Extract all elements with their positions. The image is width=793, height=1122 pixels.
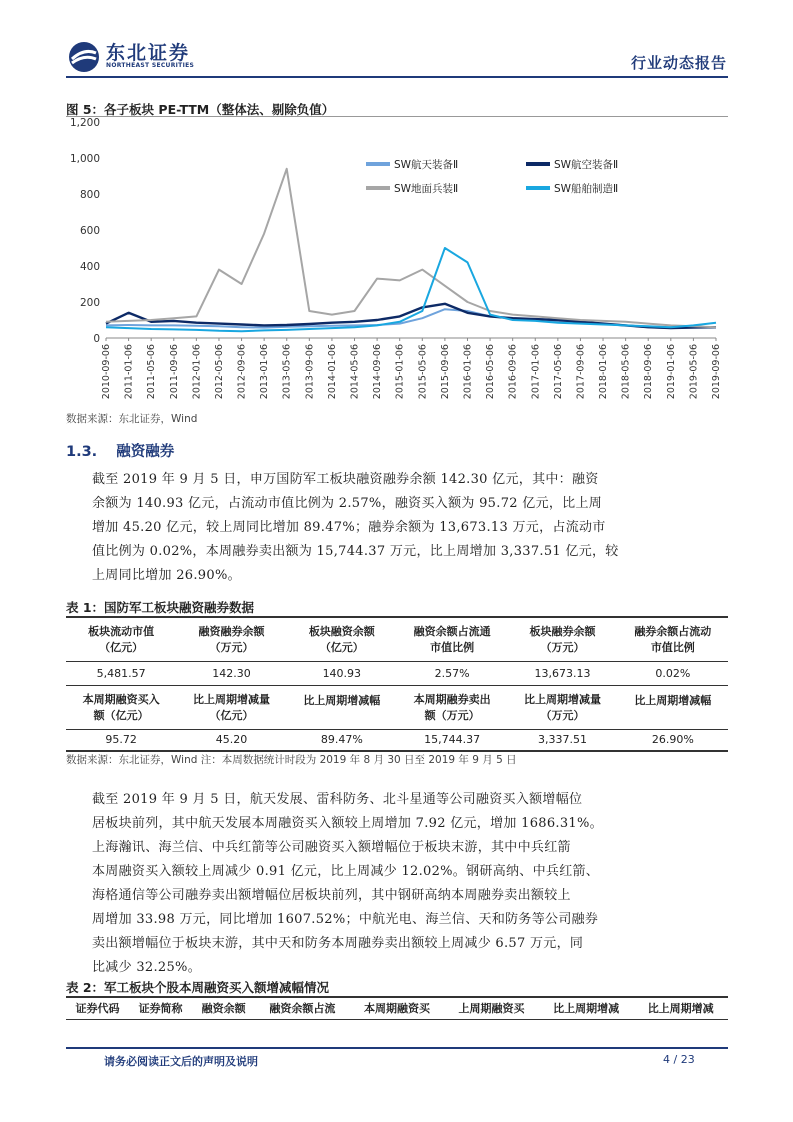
table2-caption: 表 2：军工板块个股本周融资买入额增减幅情况 bbox=[66, 980, 330, 995]
table-header-cell: 板块融券余额 （万元） bbox=[529, 625, 596, 655]
table1-header-row bbox=[66, 617, 728, 661]
y-tick-label: 1,000 bbox=[69, 153, 100, 165]
y-tick-label: 800 bbox=[79, 189, 100, 201]
para-line: 周增加 33.98 万元，同比增加 1607.52%；中航光电、海兰信、天和防务等公司融券 bbox=[92, 912, 599, 927]
x-tick-label: 2016-01-06 bbox=[462, 344, 474, 400]
table-header-cell: 融资余额 bbox=[201, 1002, 246, 1016]
table-header-cell: 融资余额占流通 市值比例 bbox=[413, 625, 491, 655]
table-cell: 3,337.51 bbox=[537, 733, 587, 747]
x-tick-label: 2011-01-06 bbox=[123, 344, 135, 400]
section-title: 融资融券 bbox=[116, 444, 175, 460]
table-header-cell: 比上周期增减量 （亿元） bbox=[192, 693, 270, 722]
x-tick-label: 2011-05-06 bbox=[146, 344, 158, 400]
x-tick-label: 2015-09-06 bbox=[439, 344, 451, 400]
x-tick-label: 2018-01-06 bbox=[598, 344, 610, 400]
table1-header-row bbox=[66, 685, 728, 729]
table-header-cell: 板块融资余额 （亿元） bbox=[308, 625, 375, 655]
para-line: 增加 45.20 亿元，较上周同比增加 89.47%；融券余额为 13,673.13 万元，占流动市 bbox=[92, 520, 606, 535]
x-tick-label: 2013-09-06 bbox=[304, 344, 316, 400]
x-tick-label: 2013-05-06 bbox=[281, 344, 293, 400]
para-line: 截至 2019 年 9 月 5 日，申万国防军工板块融资融券余额 142.30 亿元，其中：融资 bbox=[92, 472, 599, 487]
table-cell: 45.20 bbox=[215, 733, 248, 747]
y-tick-label: 600 bbox=[79, 225, 100, 237]
table2-header-row bbox=[66, 997, 728, 1019]
report-type: 行业动态报告 bbox=[630, 54, 727, 72]
y-tick-label: 200 bbox=[79, 297, 100, 309]
x-tick-label: 2012-09-06 bbox=[236, 344, 248, 400]
x-tick-label: 2012-01-06 bbox=[191, 344, 203, 400]
table-header-cell: 融资余额占流 bbox=[269, 1002, 336, 1016]
table-cell: 13,673.13 bbox=[534, 666, 591, 680]
x-tick-label: 2019-01-06 bbox=[665, 344, 677, 400]
footer-divider bbox=[66, 1047, 728, 1049]
pe-ttm-chart bbox=[66, 116, 728, 408]
para-line: 上周同比增加 26.90%。 bbox=[92, 568, 241, 583]
x-tick-label: 2017-09-06 bbox=[575, 344, 587, 400]
para-line: 本周融资买入额较上周减少 0.91 亿元，比上周减少 12.02%。钢研高纳、中兵红箭、 bbox=[92, 864, 600, 879]
table-header-cell: 本周期融券卖出 额（万元） bbox=[413, 693, 491, 722]
figure-caption: 图 5：各子板块 PE-TTM（整体法、剔除负值） bbox=[66, 102, 335, 117]
y-tick-label: 400 bbox=[79, 261, 100, 273]
table-cell: 2.57% bbox=[434, 666, 470, 680]
table-header-cell: 证券代码 bbox=[75, 1002, 120, 1016]
x-tick-label: 2019-09-06 bbox=[711, 344, 722, 400]
x-tick-label: 2012-05-06 bbox=[213, 344, 225, 400]
table-header-cell: 比上周期增减量 （万元） bbox=[523, 693, 601, 722]
logo bbox=[66, 40, 226, 74]
section-heading bbox=[66, 440, 174, 461]
logo-text-cn: 东北证券 bbox=[106, 42, 191, 64]
series-line-3 bbox=[106, 248, 716, 331]
x-tick-label: 2014-01-06 bbox=[326, 344, 338, 400]
x-tick-label: 2017-05-06 bbox=[552, 343, 564, 400]
para-line: 截至 2019 年 9 月 5 日，航天发展、雷科防务、北斗星通等公司融资买入额增幅位 bbox=[92, 792, 583, 807]
stock-financing-table bbox=[66, 996, 728, 1020]
paragraph-margin-summary bbox=[92, 468, 712, 588]
para-line: 上海瀚讯、海兰信、中兵红箭等公司融资买入额增幅位于板块末游，其中中兵红箭 bbox=[92, 840, 571, 855]
table-header-cell: 板块流动市值 （亿元） bbox=[88, 625, 155, 655]
x-tick-label: 2018-05-06 bbox=[620, 344, 632, 400]
table-header-cell: 比上周期增减 bbox=[647, 1002, 714, 1016]
x-tick-label: 2019-05-06 bbox=[688, 344, 700, 400]
header-divider bbox=[66, 76, 728, 78]
x-tick-label: 2011-09-06 bbox=[168, 344, 180, 400]
x-tick-label: 2010-09-06 bbox=[101, 344, 112, 400]
table-header-cell: 上周期融资买 bbox=[458, 1002, 525, 1016]
table-header-cell: 融券余额占流动 市值比例 bbox=[634, 625, 712, 655]
x-tick-label: 2017-01-06 bbox=[530, 344, 542, 400]
table-cell: 0.02% bbox=[655, 666, 691, 680]
table-header-cell: 比上周期增减 bbox=[553, 1002, 620, 1016]
table-header-cell: 比上周期增减幅 bbox=[303, 693, 381, 707]
x-tick-label: 2015-05-06 bbox=[417, 344, 429, 400]
para-line: 居板块前列，其中航天发展本周融资买入额较上周增加 7.92 亿元，增加 1686.31%。 bbox=[92, 816, 603, 831]
table1-caption: 表 1：国防军工板块融资融券数据 bbox=[66, 600, 255, 615]
para-line: 卖出额增幅位于板块末游，其中天和防务本周融券卖出额较上周减少 6.57 万元，同 bbox=[92, 936, 584, 951]
para-line: 值比例为 0.02%，本周融券卖出额为 15,744.37 万元，比上周增加 3,337.51 亿元，较 bbox=[92, 544, 619, 559]
table-header-cell: 融资融券余额 （万元） bbox=[198, 625, 265, 655]
legend-label: SW地面兵装Ⅱ bbox=[394, 183, 459, 195]
table-cell: 5,481.57 bbox=[96, 666, 146, 680]
table-cell: 89.47% bbox=[320, 733, 363, 747]
x-tick-label: 2016-09-06 bbox=[507, 344, 519, 400]
logo-text-en: NORTHEAST SECURITIES bbox=[106, 62, 195, 69]
x-tick-label: 2018-09-06 bbox=[643, 344, 655, 400]
para-line: 海格通信等公司融券卖出额增幅位居板块前列，其中钢研高纳本周融券卖出额较上 bbox=[92, 888, 571, 903]
figure-source: 数据来源：东北证券，Wind bbox=[66, 413, 198, 425]
margin-trading-table bbox=[66, 616, 728, 752]
legend-label: SW船舶制造Ⅱ bbox=[554, 183, 619, 195]
x-tick-label: 2014-09-06 bbox=[372, 344, 384, 400]
table-cell: 26.90% bbox=[651, 733, 694, 747]
table-header-cell: 本周期融资买 bbox=[363, 1002, 430, 1016]
section-number: 1.3. bbox=[66, 444, 98, 460]
logo-mark-icon bbox=[66, 40, 102, 74]
x-tick-label: 2016-05-06 bbox=[485, 344, 497, 400]
footer-disclaimer: 请务必阅读正文后的声明及说明 bbox=[104, 1055, 258, 1068]
x-tick-label: 2013-01-06 bbox=[259, 344, 271, 400]
table-header-cell: 比上周期增减幅 bbox=[634, 693, 712, 707]
table-cell: 140.93 bbox=[322, 666, 362, 680]
y-tick-label: 0 bbox=[93, 333, 100, 345]
table-cell: 15,744.37 bbox=[424, 733, 481, 747]
para-line: 比减少 32.25%。 bbox=[92, 960, 202, 975]
table-row bbox=[66, 661, 728, 685]
table-header-cell: 本周期融资买入 额（亿元） bbox=[82, 693, 160, 722]
table1-source: 数据来源：东北证券，Wind 注：本周数据统计时段为 2019 年 8 月 30 日至 2019 年 9 月 5 日 bbox=[66, 754, 517, 766]
legend-label: SW航空装备Ⅱ bbox=[554, 159, 619, 171]
table-cell: 142.30 bbox=[212, 666, 251, 680]
para-line: 余额为 140.93 亿元，占流动市值比例为 2.57%，融资买入额为 95.72 亿元，比上周 bbox=[92, 496, 603, 511]
table-row bbox=[66, 729, 728, 751]
page-number: 4 / 23 bbox=[663, 1053, 695, 1066]
x-tick-label: 2014-05-06 bbox=[349, 344, 361, 400]
y-tick-label: 1,200 bbox=[69, 117, 100, 129]
x-tick-label: 2015-01-06 bbox=[394, 344, 406, 400]
paragraph-stock-detail bbox=[92, 788, 712, 980]
table-header-cell: 证券简称 bbox=[138, 1002, 183, 1016]
legend-label: SW航天装备Ⅱ bbox=[394, 159, 459, 171]
table-cell: 95.72 bbox=[105, 733, 137, 747]
